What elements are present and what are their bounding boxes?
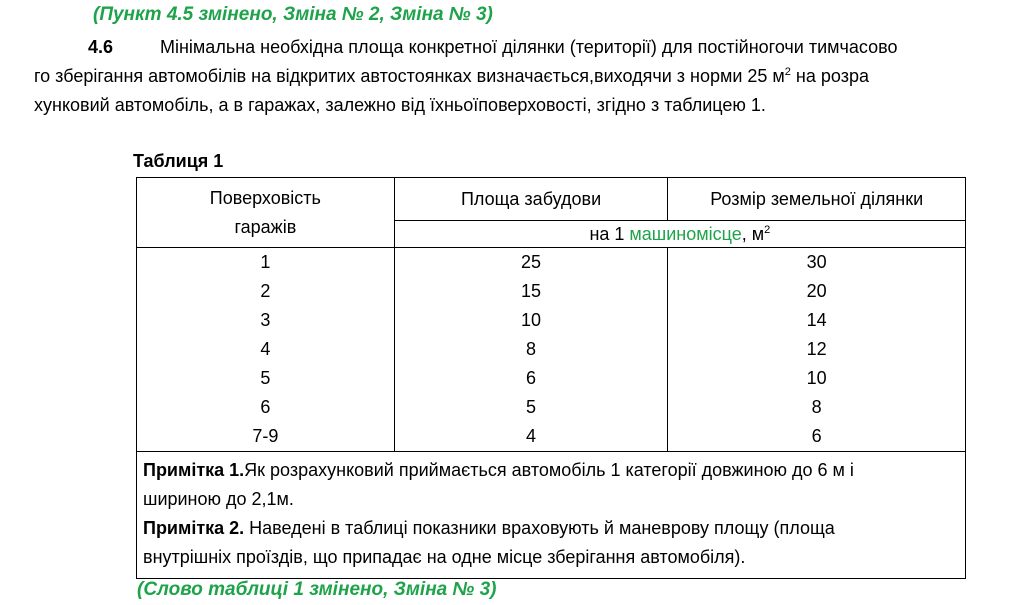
table-cell: 8 bbox=[526, 339, 537, 359]
table-notes-row bbox=[137, 452, 966, 579]
paragraph-line-2-tail: на розра bbox=[790, 66, 869, 86]
paragraph-number: 4.6 bbox=[88, 37, 114, 57]
note-1-continuation: шириною до 2,1м. bbox=[143, 489, 294, 509]
header-per-parking-space bbox=[394, 221, 965, 248]
table-cell: 8 bbox=[811, 397, 822, 417]
header-floors-line-2: гаражів bbox=[234, 217, 297, 237]
note-1-text: Як розрахунковий приймається автомобіль 1 категорії довжиною до 6 м і bbox=[244, 460, 854, 480]
table-cell: 5 bbox=[526, 397, 537, 417]
header-building-area: Площа забудови bbox=[394, 178, 668, 221]
table-cell: 14 bbox=[806, 310, 827, 330]
table-cell: 10 bbox=[521, 310, 542, 330]
note-2-text: Наведені в таблиці показники враховують й маневрову площу (площа bbox=[244, 518, 835, 538]
amendment-note-bottom: (Слово таблиці 1 змінено, Зміна № 3) bbox=[137, 579, 497, 600]
subheader-green-word: машиномісце bbox=[629, 223, 742, 244]
note-2 bbox=[143, 514, 959, 543]
note-1-label: Примітка 1. bbox=[143, 460, 245, 480]
table-cell: 5 bbox=[260, 368, 271, 388]
table-cell: 10 bbox=[806, 368, 827, 388]
table-cell: 2 bbox=[260, 281, 271, 301]
note-2-label: Примітка 2. bbox=[143, 518, 245, 538]
table-cell: 15 bbox=[521, 281, 542, 301]
column-floors bbox=[137, 248, 395, 452]
superscript: 2 bbox=[784, 66, 791, 78]
subheader-text: на 1 bbox=[589, 223, 630, 244]
table-cell: 4 bbox=[526, 426, 537, 446]
note-2-continuation: внутрішніх проїздів, що припадає на одне місце зберігання автомобіля). bbox=[143, 547, 746, 567]
paragraph-line-1: Мінімальна необхідна площа конкретної ділянки (території) для постійногочи тимчасово bbox=[160, 37, 898, 57]
amendment-note-top: (Пункт 4.5 змінено, Зміна № 2, Зміна № 3) bbox=[93, 4, 493, 25]
note-1 bbox=[143, 456, 959, 485]
table-cell: 7-9 bbox=[252, 426, 279, 446]
table-caption: Таблиця 1 bbox=[133, 151, 224, 171]
table-cell: 6 bbox=[526, 368, 537, 388]
table-cell: 1 bbox=[260, 252, 271, 272]
table-notes bbox=[137, 452, 966, 579]
table-header-row bbox=[137, 178, 966, 221]
header-plot-size: Розмір земельної ділянки bbox=[668, 178, 966, 221]
table-cell: 25 bbox=[521, 252, 542, 272]
table-cell: 4 bbox=[260, 339, 271, 359]
column-building-area bbox=[394, 248, 668, 452]
table-cell: 20 bbox=[806, 281, 827, 301]
paragraph-line-3: хунковий автомобіль, а в гаражах, залежно від їхньоїповерховості, згідно з таблицею 1. bbox=[34, 95, 766, 115]
header-floors-line-1: Поверховість bbox=[209, 188, 321, 208]
table-cell: 6 bbox=[811, 426, 822, 446]
header-floors bbox=[137, 178, 395, 248]
subheader-unit: , м bbox=[741, 223, 765, 244]
table-cell: 12 bbox=[806, 339, 827, 359]
subheader-superscript: 2 bbox=[764, 223, 771, 236]
column-plot-size bbox=[668, 248, 966, 452]
paragraph-line-2-text: го зберігання автомобілів на відкритих автостоянках визначається,виходячи з норми 25 м bbox=[34, 66, 785, 86]
paragraph-line-2 bbox=[34, 62, 869, 91]
table-data-body bbox=[137, 248, 966, 452]
garage-area-table bbox=[136, 177, 966, 579]
table-cell: 30 bbox=[806, 252, 827, 272]
table-cell: 6 bbox=[260, 397, 271, 417]
table-cell: 3 bbox=[260, 310, 271, 330]
